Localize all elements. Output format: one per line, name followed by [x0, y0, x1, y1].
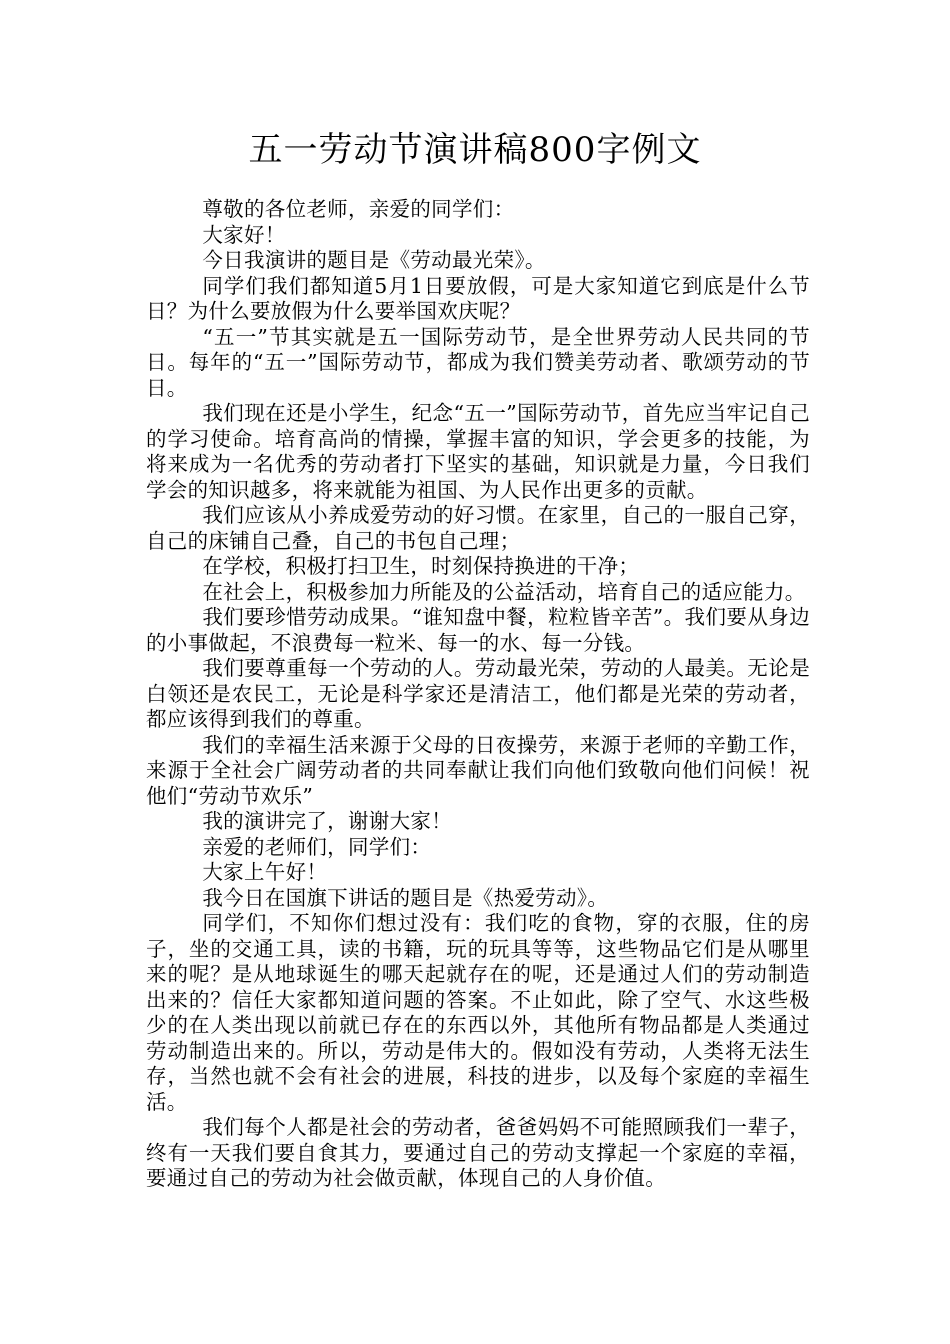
document-body — [146, 197, 810, 1192]
paragraph: 同学们我们都知道5月1日要放假，可是大家知道它到底是什么节日？为什么要放假为什么要举国欢庆呢？ — [146, 273, 810, 323]
paragraph-greeting: 尊敬的各位老师，亲爱的同学们： — [202, 197, 515, 221]
paragraph: “五一”节其实就是五一国际劳动节，是全世界劳动人民共同的节日。每年的“五一”国际劳动节，都成为我们赞美劳动者、歌颂劳动的节日。 — [146, 324, 810, 400]
paragraph: 在社会上，积极参加力所能及的公益活动，培育自己的适应能力。 — [202, 579, 806, 604]
paragraph: 在学校，积极打扫卫生，时刻保持换进的干净； — [202, 554, 640, 578]
paragraph-topic: 今日我演讲的题目是《劳动最光荣》。 — [202, 248, 546, 272]
paragraph-hello: 大家上午好！ — [202, 860, 328, 884]
paragraph: 我们现在还是小学生，纪念“五一”国际劳动节，首先应当牢记自己的学习使命。培育高尚的情操，掌握丰富的知识，学会更多的技能，为将来成为一名优秀的劳动者打下坚实的基础，知识就是力量，今日我们学会的知识越多，将来就能为祖国、为人民作出更多的贡献。 — [146, 401, 810, 502]
document-title: 五一劳动节演讲稿800字例文 — [248, 130, 702, 170]
paragraph-greeting: 亲爱的老师们，同学们： — [202, 834, 432, 859]
paragraph: 我们要珍惜劳动成果。“谁知盘中餐，粒粒皆辛苦”。我们要从身边的小事做起，不浪费每一粒米、每一的水、每一分钱。 — [146, 605, 810, 655]
paragraph: 我们每个人都是社会的劳动者，爸爸妈妈不可能照顾我们一辈子，终有一天我们要自食其力，要通过自己的劳动支撑起一个家庭的幸福，要通过自己的劳动为社会做贡献，体现自己的人身价值。 — [146, 1115, 810, 1190]
paragraph: 我们的幸福生活来源于父母的日夜操劳，来源于老师的辛勤工作，来源于全社会广阔劳动者的共同奉献让我们向他们致敬向他们问候！祝他们“劳动节欢乐” — [146, 732, 810, 808]
paragraph: 我们要尊重每一个劳动的人。劳动最光荣，劳动的人最美。无论是白领还是农民工，无论是科学家还是清洁工，他们都是光荣的劳动者，都应该得到我们的尊重。 — [146, 656, 810, 731]
paragraph-topic: 我今日在国旗下讲话的题目是《热爱劳动》。 — [202, 885, 609, 910]
paragraph: 我们应该从小养成爱劳动的好习惯。在家里，自己的一服自己穿，自己的床铺自己叠，自己的书包自己理； — [146, 503, 810, 553]
paragraph-closing: 我的演讲完了，谢谢大家！ — [202, 809, 452, 833]
paragraph-hello: 大家好！ — [202, 222, 286, 247]
paragraph: 同学们，不知你们想过没有：我们吃的食物，穿的衣服，住的房子，坐的交通工具，读的书籍，玩的玩具等等，这些物品它们是从哪里来的呢？是从地球诞生的哪天起就存在的呢，还是通过人们的劳动制造出来的？信任大家都知道问题的答案。不止如此，除了空气、水这些极少的在人类出现以前就已存在的东西以外，其他所有物品都是人类通过劳动制造出来的。所以，劳动是伟大的。假如没有劳动，人类将无法生存，当然也就不会有社会的进展，科技的进步，以及每个家庭的幸福生活。 — [146, 911, 810, 1114]
